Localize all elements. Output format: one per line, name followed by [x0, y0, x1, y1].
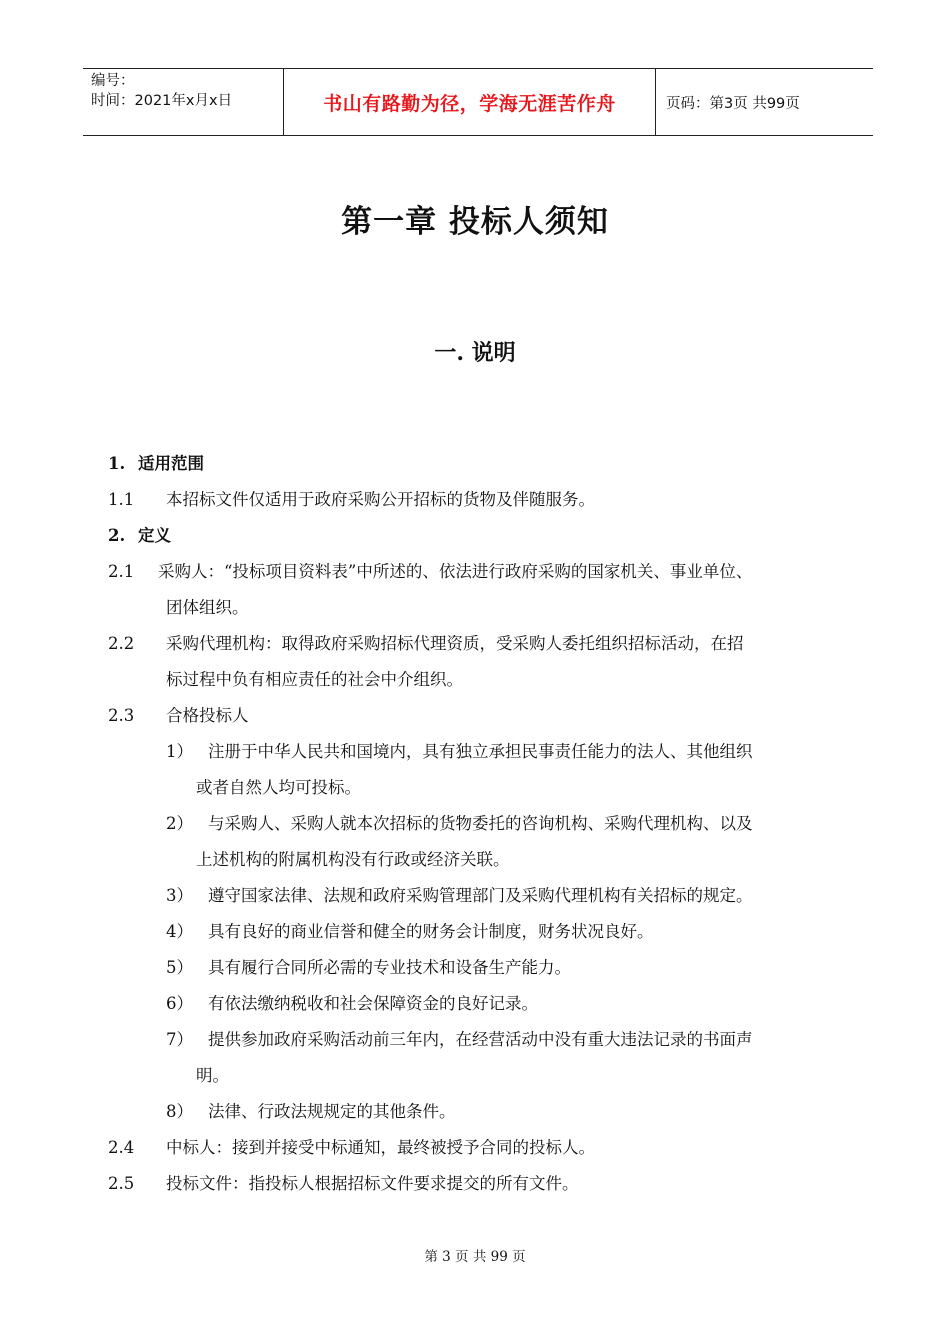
line-text: 与采购人、采购人就本次招标的货物委托的咨询机构、采购代理机构、以及	[208, 814, 753, 833]
list-item-4	[108, 917, 868, 953]
line-number: 2.2	[108, 634, 135, 653]
header-meta	[83, 69, 284, 135]
line-text: 采购人：“投标项目资料表”中所述的、依法进行政府采购的国家机关、事业单位、	[158, 562, 753, 581]
list-item-5	[108, 953, 868, 989]
line-number: 2.5	[108, 1174, 135, 1193]
list-item-2	[108, 809, 868, 845]
line-text: 本招标文件仅适用于政府采购公开招标的货物及伴随服务。	[166, 490, 595, 509]
clause-2-5	[108, 1169, 868, 1205]
line-text: 法律、行政法规规定的其他条件。	[208, 1102, 456, 1121]
line-text: 提供参加政府采购活动前三年内，在经营活动中没有重大违法记录的书面声	[208, 1030, 753, 1049]
line-number: 6）	[166, 994, 193, 1013]
section-title: 一. 说明	[434, 340, 516, 366]
line-number: 3）	[166, 886, 193, 905]
line-number: 1）	[166, 742, 193, 761]
clause-2-2-cont	[108, 665, 868, 701]
line-number: 8）	[166, 1102, 193, 1121]
clause-2-4	[108, 1133, 868, 1169]
line-text: 明。	[196, 1066, 229, 1085]
line-number: 7）	[166, 1030, 193, 1049]
line-text: 有依法缴纳税收和社会保障资金的良好记录。	[208, 994, 538, 1013]
line-text: 注册于中华人民共和国境内，具有独立承担民事责任能力的法人、其他组织	[208, 742, 753, 761]
line-text: 标过程中负有相应责任的社会中介组织。	[166, 670, 463, 689]
line-number: 2）	[166, 814, 193, 833]
line-text: 定义	[138, 526, 171, 545]
line-number: 1.1	[108, 490, 135, 509]
clause-2-1-cont	[108, 593, 868, 629]
line-number: 2.1	[108, 562, 135, 581]
line-text: 采购代理机构：取得政府采购招标代理资质，受采购人委托组织招标活动，在招	[166, 634, 744, 653]
header-motto: 书山有路勤为径，学海无涯苦作舟	[284, 69, 656, 135]
list-item-3	[108, 881, 868, 917]
line-number: 2.	[108, 526, 126, 545]
list-item-2-cont	[108, 845, 868, 881]
line-text: 投标文件：指投标人根据招标文件要求提交的所有文件。	[166, 1174, 579, 1193]
line-text: 合格投标人	[166, 706, 249, 725]
clause-2-1	[108, 557, 868, 593]
list-item-6	[108, 989, 868, 1025]
chapter-title: 第一章 投标人须知	[341, 204, 609, 240]
date-line: 时间：2021年x月x日	[91, 93, 233, 109]
line-number: 2.4	[108, 1138, 135, 1157]
page-footer: 第 3 页 共 99 页	[424, 1249, 526, 1265]
list-item-7	[108, 1025, 868, 1061]
line-text: 或者自然人均可投标。	[196, 778, 361, 797]
page-header	[83, 68, 873, 136]
line-text: 具有履行合同所必需的专业技术和设备生产能力。	[208, 958, 571, 977]
line-number: 1.	[108, 454, 126, 473]
code-label: 编号：	[91, 73, 135, 89]
document-body	[108, 449, 868, 1205]
line-number: 2.3	[108, 706, 135, 725]
line-number: 5）	[166, 958, 193, 977]
list-item-1-cont	[108, 773, 868, 809]
header-page-info: 页码：第3页 共99页	[666, 95, 800, 112]
list-item-8	[108, 1097, 868, 1133]
clause-1-1	[108, 485, 868, 521]
line-text: 中标人：接到并接受中标通知，最终被授予合同的投标人。	[166, 1138, 595, 1157]
line-text: 团体组织。	[166, 598, 249, 617]
line-text: 具有良好的商业信誉和健全的财务会计制度，财务状况良好。	[208, 922, 654, 941]
clause-2-2	[108, 629, 868, 665]
line-text: 上述机构的附属机构没有行政或经济关联。	[196, 850, 510, 869]
clause-2-3	[108, 701, 868, 737]
list-item-7-cont	[108, 1061, 868, 1097]
line-text: 适用范围	[138, 454, 204, 473]
line-text: 遵守国家法律、法规和政府采购管理部门及采购代理机构有关招标的规定。	[208, 886, 753, 905]
list-item-1	[108, 737, 868, 773]
heading-1	[108, 449, 868, 485]
line-number: 4）	[166, 922, 193, 941]
heading-2	[108, 521, 868, 557]
